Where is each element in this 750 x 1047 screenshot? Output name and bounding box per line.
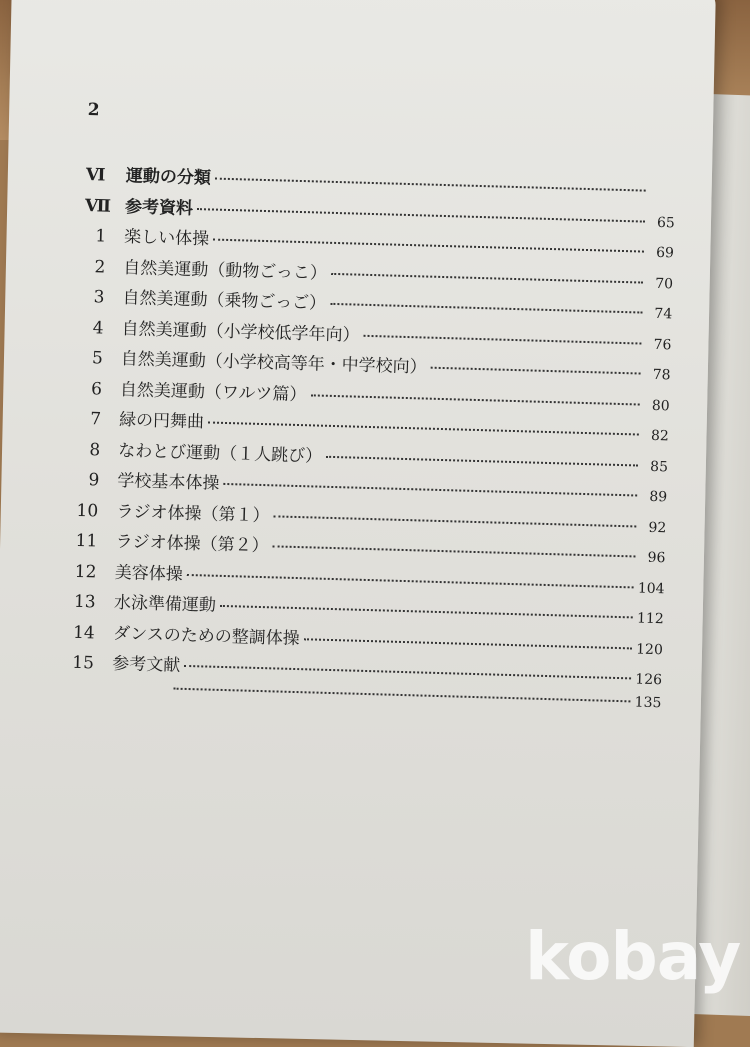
toc-entry-number: Ⅵ [85, 164, 106, 186]
toc-entry-number: 13 [73, 591, 96, 613]
dot-leader [431, 367, 641, 375]
toc-page-ref: 135 [634, 694, 662, 711]
toc-page-ref: 80 [651, 397, 670, 414]
toc-page-ref: 82 [650, 427, 670, 445]
toc-entry-number: 7 [89, 409, 102, 430]
dot-leader [331, 272, 643, 283]
toc-entry-number: 4 [92, 317, 104, 339]
dot-leader [220, 605, 633, 619]
toc-page-ref: 112 [636, 610, 664, 628]
toc-page-ref: 74 [654, 305, 673, 323]
table-of-contents [71, 100, 678, 725]
toc-page-ref: 104 [637, 580, 665, 597]
dot-leader [273, 515, 636, 527]
dot-leader [223, 483, 637, 497]
toc-entry-title: ラジオ体操（第１） [116, 501, 270, 526]
toc-entry-number: Ⅶ [84, 195, 112, 217]
dot-leader [364, 334, 642, 344]
dot-leader [187, 573, 634, 587]
toc-page-ref: 126 [635, 671, 663, 689]
toc-page-ref: 70 [655, 275, 674, 292]
toc-page-ref: 65 [656, 214, 676, 231]
toc-entry-title: 楽しい体操 [123, 227, 210, 250]
toc-entry-title: 自然美運動（動物ごっこ） [123, 257, 328, 284]
toc-entry-number: 5 [91, 348, 104, 369]
toc-entry-title: 緑の円舞曲 [118, 409, 205, 433]
toc-entry-number: 2 [94, 256, 106, 278]
dot-leader [326, 455, 638, 466]
toc-entry-title: 水泳準備運動 [113, 592, 217, 616]
toc-page-ref [650, 196, 676, 197]
dot-leader [310, 394, 639, 405]
toc-page-ref: 96 [647, 549, 666, 567]
page-number: 2 [87, 100, 100, 121]
dot-leader [184, 665, 631, 679]
toc-page-ref: 69 [655, 244, 675, 262]
toc-entry-title: ダンスのための整調体操 [112, 623, 300, 649]
dot-leader [197, 208, 645, 223]
dot-leader [213, 239, 644, 253]
toc-entry-number: 10 [76, 500, 99, 521]
toc-entry-title: 運動の分類 [125, 166, 212, 189]
dot-leader [330, 303, 642, 314]
toc-page-ref: 120 [635, 641, 664, 658]
toc-entry-number: 14 [72, 622, 96, 643]
toc-page-ref: 76 [653, 336, 672, 353]
dot-leader [215, 178, 646, 192]
toc-entry-number: 1 [95, 226, 107, 247]
toc-page-ref: 85 [649, 458, 669, 475]
toc-entry-number: 12 [74, 561, 97, 582]
toc-entry-number: 6 [90, 378, 103, 399]
toc-entry-title: 学校基本体操 [117, 470, 220, 494]
toc-entry-title: 自然美運動（小学校高等年・中学校向） [120, 349, 427, 378]
dot-leader [273, 545, 636, 557]
dot-leader [208, 421, 639, 435]
toc-entry-number: 3 [93, 287, 105, 308]
toc-entry-number: 9 [88, 470, 100, 491]
toc-entry-title: 自然美運動（小学校低学年向） [121, 318, 360, 346]
dot-leader [304, 638, 633, 649]
toc-list [72, 160, 676, 695]
toc-entry-number: 11 [75, 530, 98, 552]
toc-entry-number: 15 [72, 652, 95, 674]
toc-entry-number: 8 [89, 439, 101, 460]
toc-entry-title: ラジオ体操（第２） [115, 531, 269, 557]
toc-entry-title: 美容体操 [114, 562, 184, 585]
toc-entry-title: 参考資料 [124, 196, 194, 219]
toc-entry-title: 参考文献 [111, 653, 181, 676]
watermark-logo: kobay [525, 918, 741, 995]
toc-page-ref: 78 [652, 366, 671, 384]
toc-page-ref: 89 [649, 488, 668, 506]
toc-entry-title: 自然美運動（ワルツ篇） [119, 379, 307, 405]
toc-entry-title: なわとび運動（１人跳び） [117, 440, 323, 467]
toc-entry-title: 自然美運動（乗物ごっご） [122, 288, 327, 314]
toc-page-ref: 92 [648, 519, 667, 536]
